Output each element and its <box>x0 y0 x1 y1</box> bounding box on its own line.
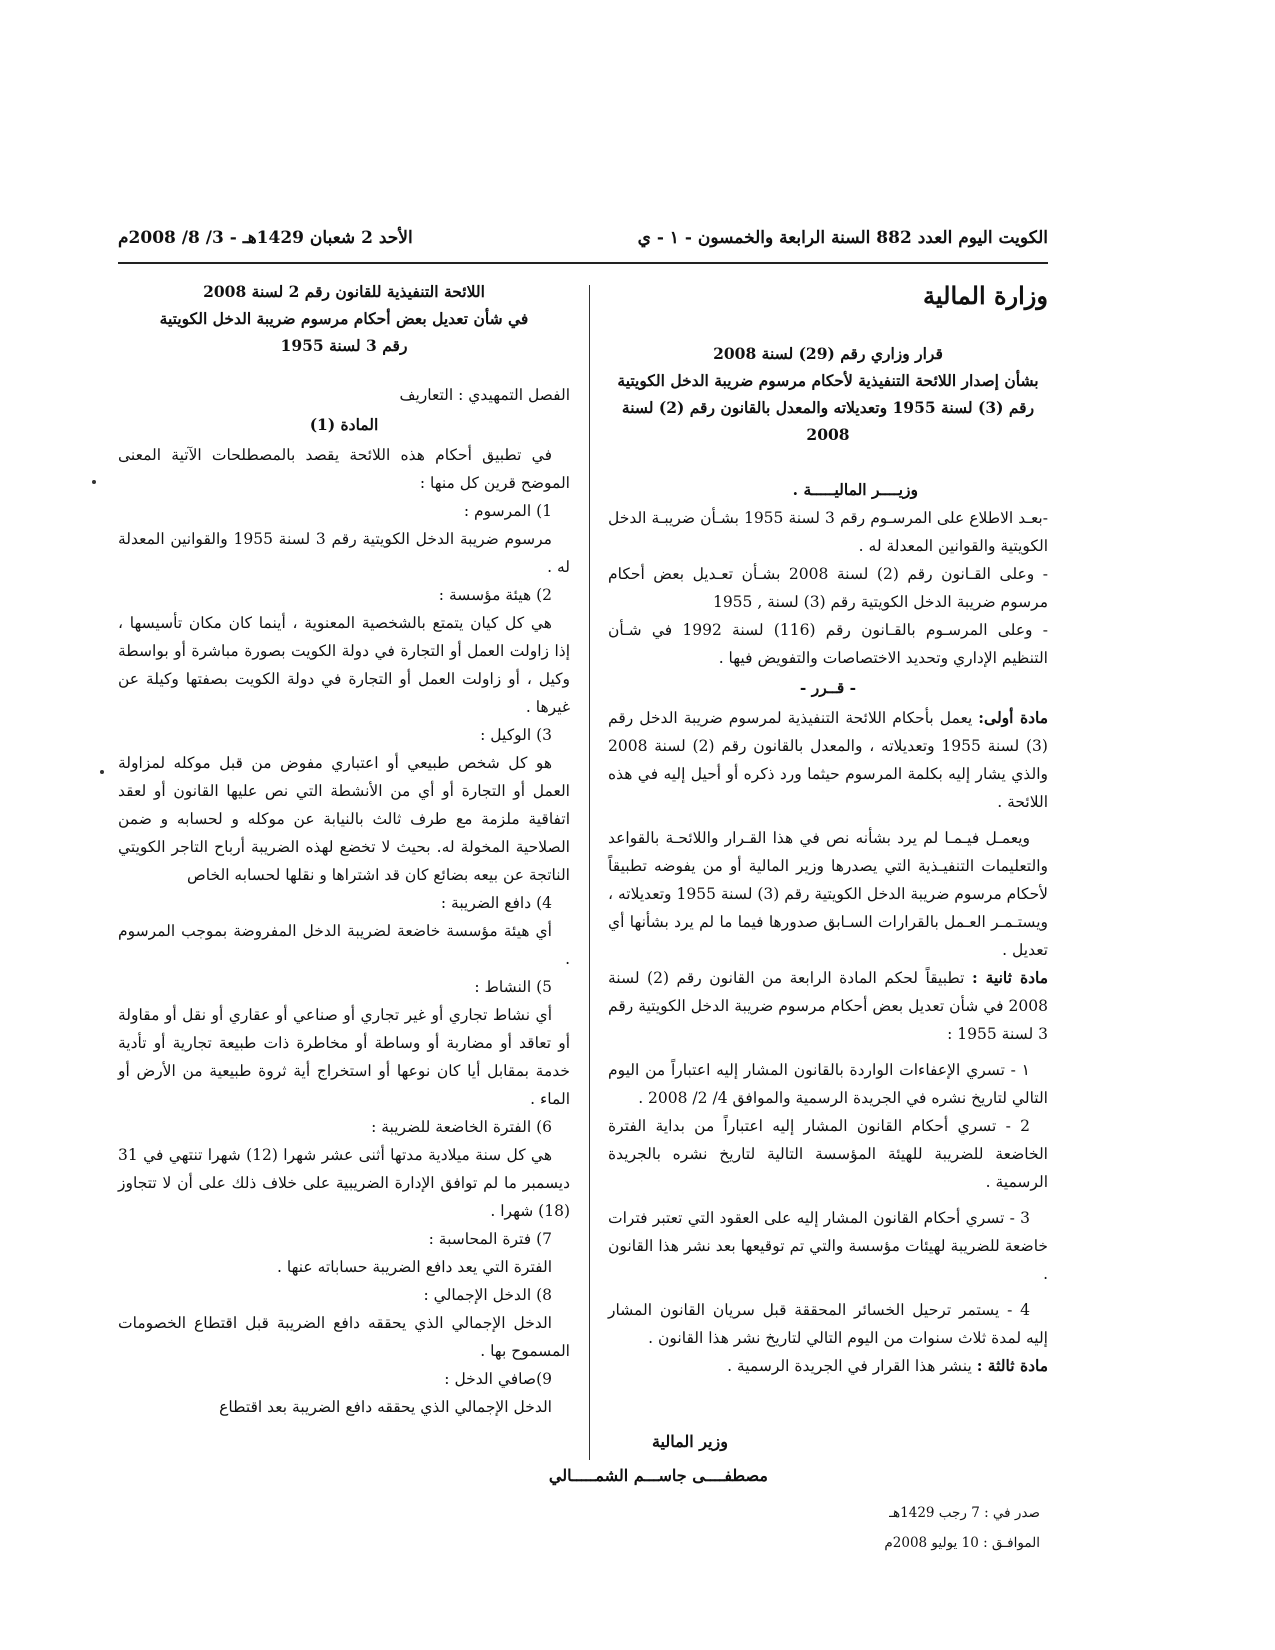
term-label: 8) الدخل الإجمالي : <box>423 1286 552 1304</box>
decision-title-line: بشأن إصدار اللائحة التنفيذية لأحكام مرسوم ضريبة الدخل الكويتية <box>617 371 1039 390</box>
term-definition: أي هيئة مؤسسة خاضعة لضريبة الدخل المفروضة بموجب المرسوم . <box>118 922 570 968</box>
preamble-paragraph: -بعـد الاطلاع على المرسـوم رقم 3 لسنة 1955 بشـأن ضريبـة الدخل الكويتية والقوانين المعدلة له . <box>608 509 1048 555</box>
article-2-item: 2 - تسري أحكام القانون المشار إليه اعتباراً من بداية الفترة الخاضعة للضريبة للهيئة المؤسسة التالية لتاريخ نشره بالجريدة الرسمية . <box>608 1117 1048 1191</box>
term-definition: الدخل الإجمالي الذي يحققه دافع الضريبة بعد اقتطاع <box>219 1398 552 1416</box>
article-2 <box>608 964 1048 1048</box>
regulation-title-line: في شأن تعديل بعض أحكام مرسوم ضريبة الدخل الكويتية <box>159 309 529 328</box>
term-label: 7) فترة المحاسبة : <box>428 1230 552 1248</box>
scan-speck <box>100 770 104 774</box>
preamble-paragraph: - وعلى القـانون رقم (2) لسنة 2008 بشـأن تعـديل بعض أحكام مرسوم ضريبة الدخل الكويتية رقم (3) لسنة , 1955 <box>608 565 1048 611</box>
term-definition: مرسوم ضريبة الدخل الكويتية رقم 3 لسنة 1955 والقوانين المعدلة له . <box>118 530 570 576</box>
corresponding-date: الموافـق : 10 يوليو 2008م <box>884 1535 1040 1551</box>
right-column <box>548 278 1048 1558</box>
article-1-paragraph-2: ويعمـل فيـمـا لم يرد بشأنه نص في هذا القـرار واللائحـة بالقواعد والتعليمات التنفيـذية التي يصدرها وزير المالية أو من يفوضه تطبيقاً لأحكام مرسوم ضريبة الدخل الكويتية رقم (3) لسنة 1955 وتعديلاته ، ويستـمـر العـمل بالقرارات السـابق صدورها فيما ما لم يرد بشأنها أي تعديل . <box>608 829 1048 959</box>
term-label: 3) الوكيل : <box>480 726 552 744</box>
article-2-item: 4 - يستمر ترحيل الخسائر المحققة قبل سريان القانون المشار إليه لمدة ثلاث سنوات من اليوم التالي لتاريخ نشر هذا القانون . <box>608 1301 1048 1347</box>
article-3-label: مادة ثالثة : <box>976 1356 1048 1375</box>
signature-block <box>548 1428 1048 1490</box>
article-2-label: مادة ثانية : <box>971 968 1048 987</box>
issued-date: صدر في : 7 رجب 1429هـ <box>889 1505 1040 1521</box>
term-definition: الدخل الإجمالي الذي يحققه دافع الضريبة قبل اقتطاع الخصومات المسموح بها . <box>118 1314 570 1360</box>
article-2-text: تطبيقاً لحكم المادة الرابعة من القانون رقم (2) لسنة 2008 في شأن تعديل بعض أحكام مرسوم ضريبة الدخل الكويتية رقم 3 لسنة 1955 : <box>608 969 1048 1043</box>
article-1 <box>608 704 1048 816</box>
column-divider <box>589 285 590 1460</box>
term-label: 1) المرسوم : <box>463 502 552 520</box>
article-2-item: ١ - تسري الإعفاءات الواردة بالقانون المشار إليه اعتباراً من اليوم التالي لتاريخ نشره في الجريدة الرسمية والموافق 4/ 2/ 2008 . <box>608 1061 1048 1107</box>
minister-heading: وزيــــر الماليـــــة . <box>792 480 918 499</box>
term-definition: هي كل سنة ميلادية مدتها أثنى عشر شهرا (12) شهرا تنتهي في 31 ديسمبر ما لم توافق الإدارة الضريبية على خلاف ذلك على أن لا تتجاوز (18) شهرا . <box>118 1146 570 1220</box>
term-label: 9)صافي الدخل : <box>444 1370 552 1388</box>
article-1-text: يعمل بأحكام اللائحة التنفيذية لمرسوم ضريبة الدخل رقم (3) لسنة 1955 وتعديلاته ، والمعدل بالقانون رقم (2) لسنة 2008 والذي يشار إليه بكلمة المرسوم حيثما ورد ذكره أو أحيل إليه في هذه اللائحة . <box>608 709 1048 811</box>
term-definition: الفترة التي يعد دافع الضريبة حساباته عنها . <box>277 1258 552 1276</box>
signature-title: وزير المالية <box>651 1432 728 1451</box>
article-1-label: مادة أولى: <box>978 708 1048 727</box>
scan-speck <box>92 480 96 484</box>
decision-title-line: قرار وزاري رقم (29) لسنة 2008 <box>713 344 943 363</box>
definitions-intro: في تطبيق أحكام هذه اللائحة يقصد بالمصطلحات الآتية المعنى الموضح قرين كل منها : <box>118 446 570 492</box>
chapter-heading: الفصل التمهيدي : التعاريف <box>399 386 570 404</box>
decided-heading: - قــرر - <box>799 678 857 697</box>
article-heading: المادة (1) <box>309 415 379 434</box>
term-definition: أي نشاط تجاري أو غير تجاري أو صناعي أو عقاري أو نقل أو مقاولة أو تعاقد أو مضاربة أو وساطة أو مخاطرة ذات طبيعة تجارية أو تأدية خدمة بمقابل أيا كان نوعها أو استخراج أية ثروة طبيعية من الأرض أو الماء . <box>118 1006 570 1108</box>
ministry-heading: وزارة المالية <box>923 281 1048 310</box>
page-header <box>118 220 1048 260</box>
signature-name: مصطفــــى جاســـم الشمـــــالي <box>548 1466 768 1485</box>
decision-title-line: رقم (3) لسنة 1955 وتعديلاته والمعدل بالقانون رقم (2) لسنة 2008 <box>621 398 1035 444</box>
term-label: 2) هيئة مؤسسة : <box>438 586 552 604</box>
term-definition: هو كل شخص طبيعي أو اعتباري مفوض من قبل موكله لمزاولة العمل أو التجارة أو أي من الأنشطة التي نص عليها القانون أو لعقد اتفاقية ملزمة مع طرف ثالث بالنيابة عن موكله و لحسابه و ضمن الصلاحية المخولة له. بحيث لا تخضع لهذه الضريبة أرباح التاجر الكويتي الناتجة عن بيعه بضائع كان قد اشتراها و نقلها لحسابه الخاص <box>118 754 570 884</box>
term-label: 4) دافع الضريبة : <box>440 894 552 912</box>
regulation-title-line: رقم 3 لسنة 1955 <box>280 336 408 355</box>
article-2-item: 3 - تسري أحكام القانون المشار إليه على العقود التي تعتبر فترات خاضعة للضريبة لهيئات مؤسسة والتي تم توقيعها بعد نشر هذا القانون . <box>608 1209 1048 1283</box>
term-label: 6) الفترة الخاضعة للضريبة : <box>371 1118 552 1136</box>
preamble-paragraph: - وعلى المرسـوم بالقـانون رقم (116) لسنة 1992 في شـأن التنظيم الإداري وتحديد الاختصاصات والتفويض فيها . <box>608 621 1048 667</box>
article-3 <box>608 1352 1048 1380</box>
term-definition: هي كل كيان يتمتع بالشخصية المعنوية ، أينما كان مكان تأسيسها ، إذا زاولت العمل أو التجارة في دولة الكويت بصورة مباشرة أو بواسطة وكيل ، أو زاولت العمل أو التجارة في دولة الكويت بصفتها وكيلة عن غيرها . <box>118 614 570 716</box>
header-date: الأحد 2 شعبان 1429هـ - 3/ 8/ 2008م <box>118 228 413 248</box>
header-gazette-info: الكويت اليوم العدد 882 السنة الرابعة والخمسون - ١ - ي <box>637 228 1048 248</box>
term-label: 5) النشاط : <box>474 978 552 996</box>
article-3-text: ينشر هذا القرار في الجريدة الرسمية . <box>727 1357 977 1375</box>
regulation-title-line: اللائحة التنفيذية للقانون رقم 2 لسنة 2008 <box>203 282 485 301</box>
header-rule <box>118 262 1048 264</box>
issue-dates <box>608 1498 1048 1558</box>
left-column <box>118 278 570 1421</box>
